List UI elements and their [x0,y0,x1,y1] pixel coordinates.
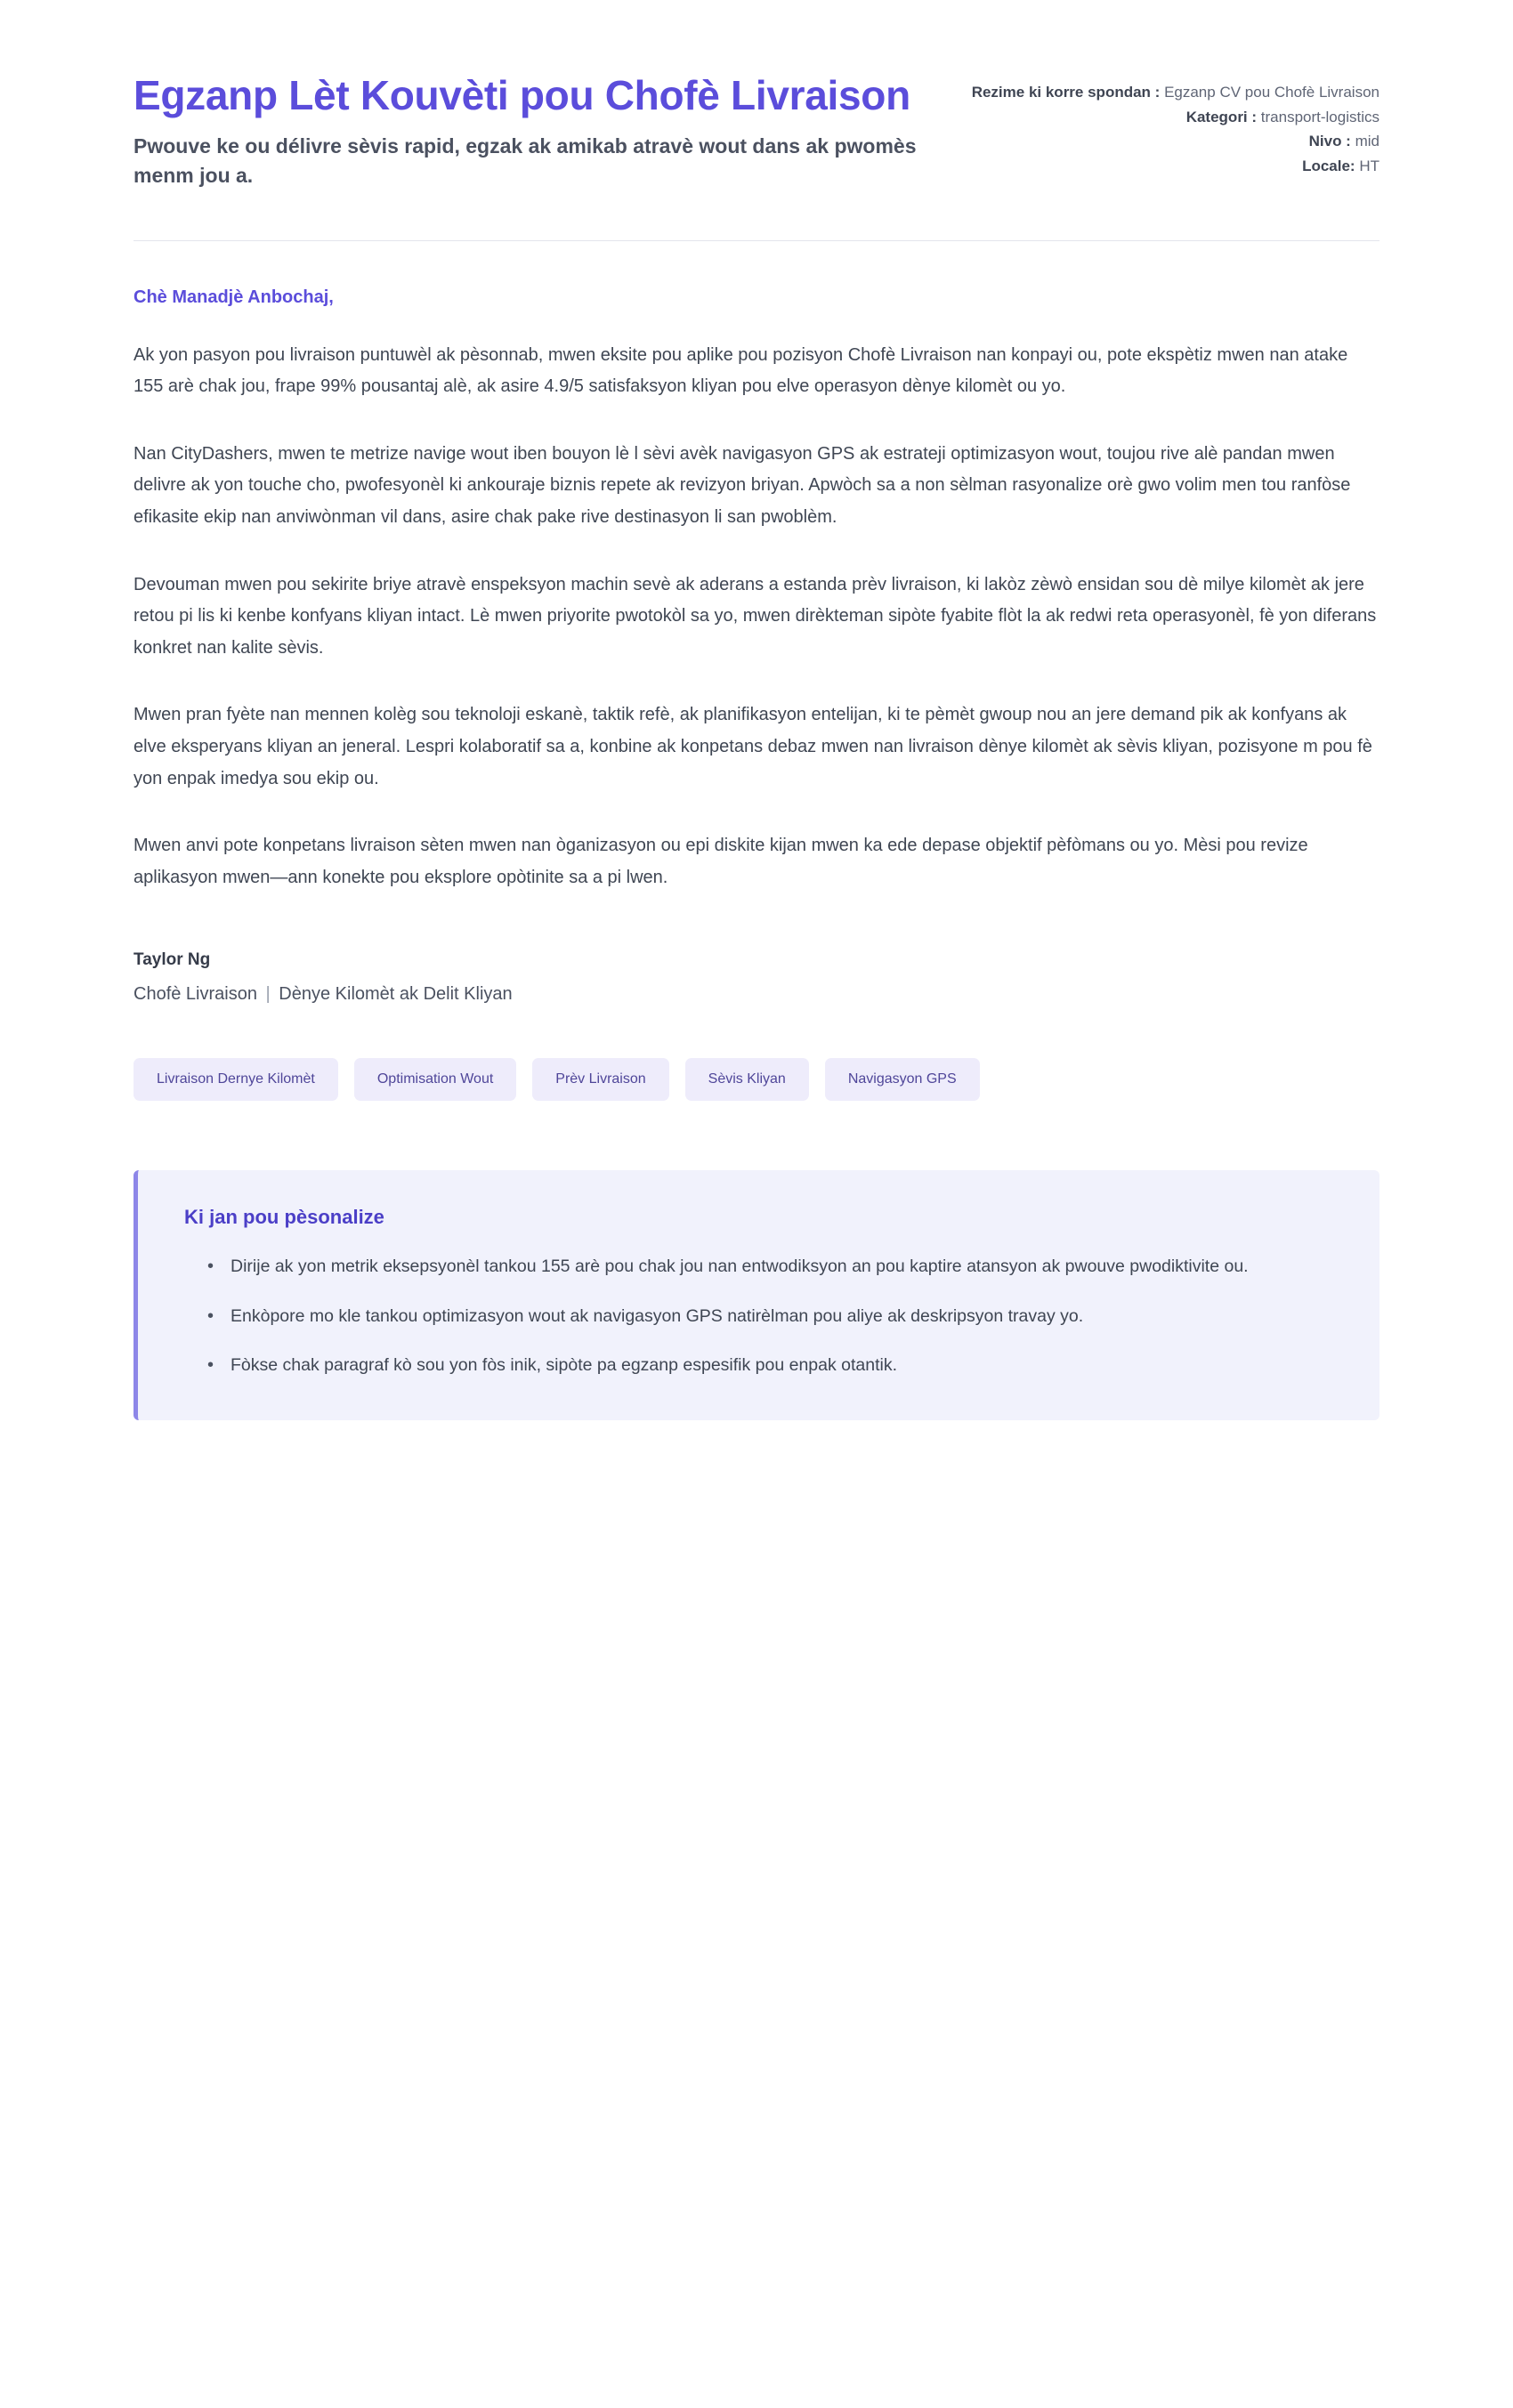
signature-role-separator: | [265,984,271,1005]
meta-category-value: transport-logistics [1260,108,1380,125]
meta-corresponding-label: Rezime ki korre spondan : [971,84,1161,101]
tag-item[interactable]: Livraison Dernye Kilomèt [134,1058,338,1101]
meta-locale-value: HT [1359,157,1380,174]
meta-locale-label: Locale: [1302,157,1355,174]
meta-level [972,129,1380,154]
meta-level-value: mid [1355,133,1380,150]
callout-list [184,1252,1333,1381]
document-header [134,71,1380,190]
document-metadata [972,71,1380,178]
tag-item[interactable]: Optimisation Wout [354,1058,516,1101]
customization-tips-callout [134,1170,1380,1420]
letter-paragraph-5: Mwen anvi pote konpetans livraison sèten mwen nan òganizasyon ou epi diskite kijan mwen ka ede depase objektif pèfòmans ou yo. Mèsi pou revize aplikasyon mwen—ann konekte pou eksplore opòtinite sa a pi lwen. [134,836,1308,887]
letter-paragraph-4: Mwen pran fyète nan mennen kolèg sou teknoloji eskanè, taktik refè, ak planifikasyon entelijan, ki te pèmèt gwoup nou an jere demand pik ak konfyans ak elve eksperyans kliyan an jeneral. Lespri kolaboratif sa a, konbine ak konpetans debaz mwen nan livraison dènye kilomèt ak sèvis kliyan, pozisyone m pou fè yon enpak imedya sou ekip ou. [134,705,1372,788]
signature-role-primary: Chofè Livraison [134,984,257,1005]
meta-category [972,105,1380,130]
letter-paragraph-3: Devouman mwen pou sekirite briye atravè enspeksyon machin sevè ak aderans a estanda prèv livraison, ki lakòz zèwò ensidan sou dè milye kilomèt ak jere retou pi lis ki kenbe konfyans kliyan intact. Lè mwen priyorite pwotokòl sa yo, mwen dirèkteman sipòte fyabite flòt la ak redwi reta operasyonèl, fè yon diferans konkret nan kalite sèvis. [134,574,1377,658]
letter-signature [134,950,1380,1005]
signature-role-secondary: Dènye Kilomèt ak Delit Kliyan [279,984,513,1005]
page-subtitle: Pwouve ke ou délivre sèvis rapid, egzak ak amikab atravè wout dans ak pwomès menm jou a. [134,134,917,187]
meta-category-label: Kategori : [1185,108,1258,125]
tag-item[interactable]: Prèv Livraison [532,1058,668,1101]
meta-corresponding-resume [972,80,1380,105]
tag-list [134,1058,1380,1101]
signature-role [134,984,1380,1005]
callout-list-item: • Fòkse chak paragraf kò sou yon fòs inik, sipòte pa egzanp espesifik pou enpak otantik. [207,1351,1333,1381]
meta-corresponding-value: Egzanp CV pou Chofè Livraison [1164,84,1380,101]
cover-letter-body [134,241,1380,1006]
tag-item[interactable]: Sèvis Kliyan [685,1058,809,1101]
meta-level-label: Nivo : [1308,133,1351,150]
callout-list-item: • Enkòpore mo kle tankou optimizasyon wout ak navigasyon GPS natirèlman pou aliye ak deskripsyon travay yo. [207,1302,1333,1332]
meta-locale [972,154,1380,179]
callout-list-item: • Dirije ak yon metrik eksepsyonèl tankou 155 arè pou chak jou nan entwodiksyon an pou kaptire atansyon ak pwouve pwodiktivite ou. [207,1252,1333,1282]
tag-item[interactable]: Navigasyon GPS [825,1058,980,1101]
header-left [134,71,918,190]
page-title: Egzanp Lèt Kouvèti pou Chofè Livraison [134,72,910,118]
signature-name: Taylor Ng [134,950,211,970]
letter-salutation: Chè Manadjè Anbochaj, [134,287,334,307]
callout-title: Ki jan pou pèsonalize [184,1206,384,1229]
letter-paragraph-1: Ak yon pasyon pou livraison puntuwèl ak pèsonnab, mwen eksite pou aplike pou pozisyon Chofè Livraison nan konpayi ou, pote ekspètiz mwen nan atake 155 arè chak jou, frape 99% pousantaj alè, ak asire 4.9/5 satisfaksyon kliyan pou elve operasyon dènye kilomèt ou yo. [134,344,1348,397]
letter-paragraph-2: Nan CityDashers, mwen te metrize navige wout iben bouyon lè l sèvi avèk navigasyon GPS ak estrateji optimizasyon wout, toujou rive alè pandan mwen delivre ak yon touche cho, pwofesyonèl ki ankouraje biznis repete ak revizyon briyan. Apwòch sa a non sèlman rasyonalize orè gwo volim men tou ranfòse efikasite ekip nan anviwònman vil dans, asire chak pake rive destinasyon li san pwoblèm. [134,443,1351,527]
